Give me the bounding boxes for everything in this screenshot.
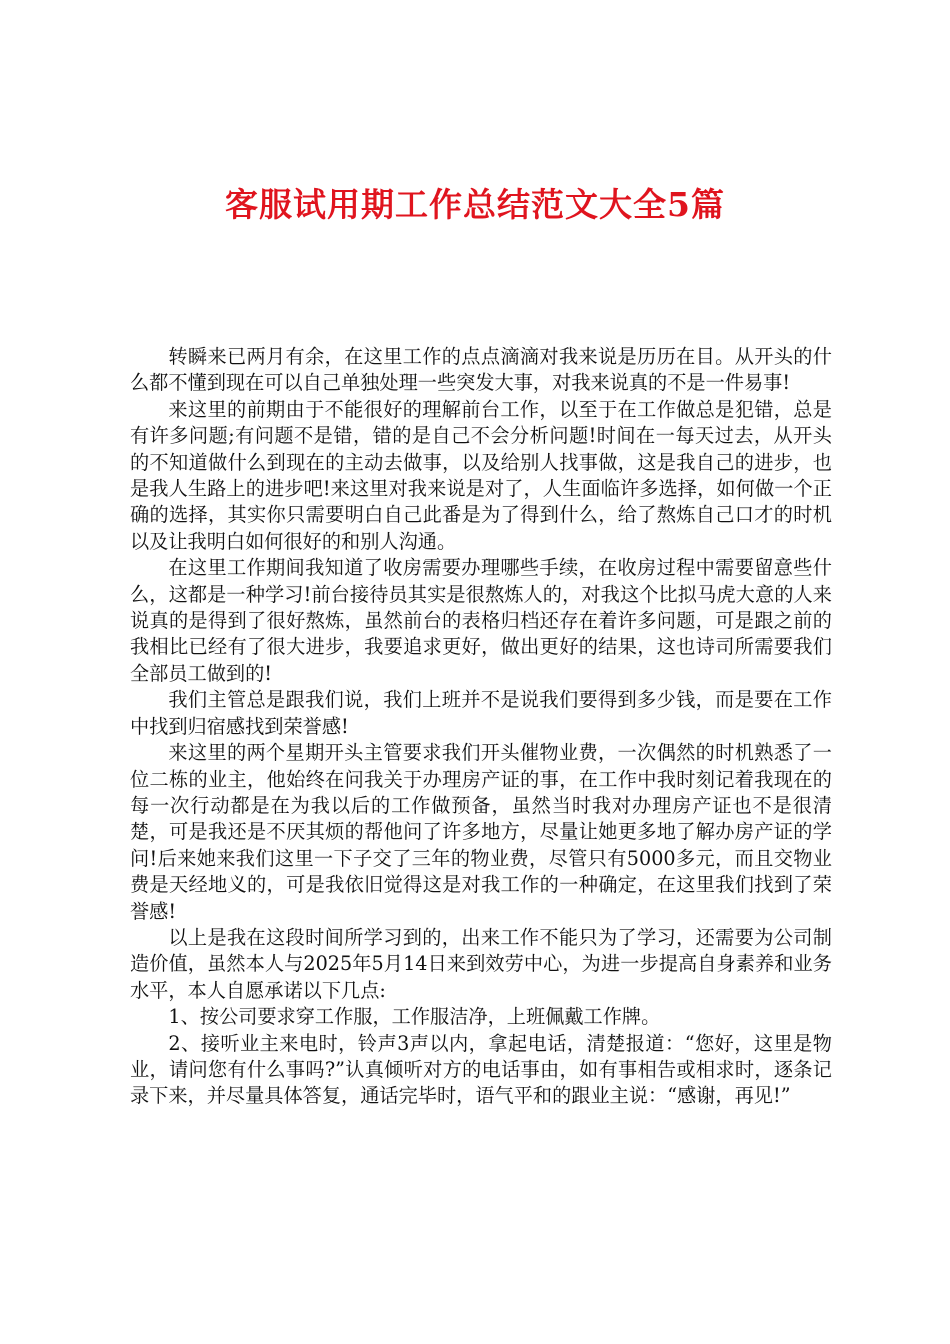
document-title: 客服试用期工作总结范文大全5篇 (225, 185, 725, 224)
paragraph-6: 以上是我在这段时间所学习到的，出来工作不能只为了学习，还需要为公司制造价值，虽然本人与2025年5月14日来到效劳中心，为进一步提高自身素养和业务水平，本人自愿承诺以下几点: (130, 925, 832, 1002)
paragraph-2: 来这里的前期由于不能很好的理解前台工作，以至于在工作做总是犯错，总是有许多问题;有问题不是错，错的是自己不会分析问题!时间在一每天过去，从开头的不知道做什么到现在的主动去做事，以及给别人找事做，这是我自己的进步，也是我人生路上的进步吧!来这里对我来说是对了，人生面临许多选择，如何做一个正确的选择，其实你只需要明白自己此番是为了得到什么，给了熬炼自己口才的时机以及让我明白如何很好的和别人沟通。 (130, 397, 832, 553)
list-item-1: 1、按公司要求穿工作服，工作服洁净，上班佩戴工作牌。 (168, 1005, 661, 1029)
paragraph-3: 在这里工作期间我知道了收房需要办理哪些手续，在收房过程中需要留意些什么，这都是一种学习!前台接待员其实是很熬炼人的，对我这个比拟马虎大意的人来说真的是得到了很好熬炼，虽然前台的表格归档还存在着许多问题，可是跟之前的我相比已经有了很大进步，我要追求更好，做出更好的结果，这也诗司所需要我们全部员工做到的! (130, 556, 832, 685)
paragraph-1: 转瞬来已两月有余，在这里工作的点点滴滴对我来说是历历在目。从开头的什么都不懂到现在可以自己单独处理一些突发大事，对我来说真的不是一件易事! (130, 345, 832, 395)
document-body (130, 344, 832, 1110)
paragraph-5: 来这里的两个星期开头主管要求我们开头催物业费，一次偶然的时机熟悉了一位二栋的业主，他始终在问我关于办理房产证的事，在工作中我时刻记着我现在的每一次行动都是在为我以后的工作做预备，虽然当时我对办理房产证也不是很清楚，可是我还是不厌其烦的帮他问了许多地方，尽量让她更多地了解办房产证的学问!后来她来我们这里一下子交了三年的物业费，尽管只有5000多元，而且交物业费是天经地义的，可是我依旧觉得这是对我工作的一种确定，在这里我们找到了荣誉感! (130, 741, 832, 923)
list-item-2: 2、接听业主来电时，铃声3声以内，拿起电话，清楚报道：“您好，这里是物业，请问您有什么事吗?”认真倾听对方的电话事由，如有事相告或相求时，逐条记录下来，并尽量具体答复，通话完毕时，语气平和的跟业主说：“感谢，再见!” (130, 1031, 832, 1108)
paragraph-4: 我们主管总是跟我们说，我们上班并不是说我们要得到多少钱，而是要在工作中找到归宿感找到荣誉感! (130, 688, 832, 738)
